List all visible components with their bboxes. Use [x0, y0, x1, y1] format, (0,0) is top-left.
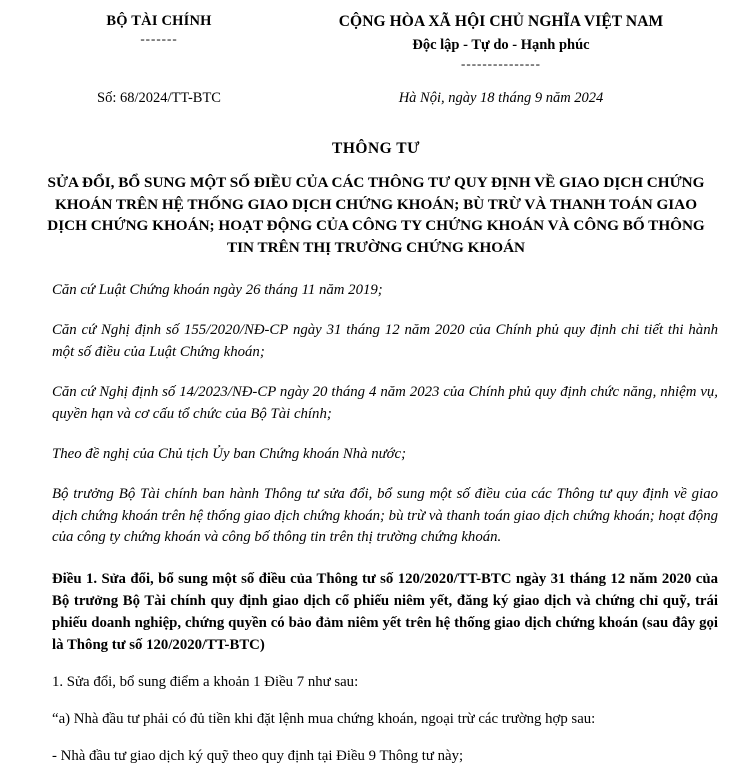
promulgation-statement: Bộ trưởng Bộ Tài chính ban hành Thông tư sửa đổi, bổ sung một số điều của các Thông tư quy định về giao dịch chứng khoán trên hệ thống giao dịch chứng khoán; bù trừ và thanh toán giao dịch chứng khoán; hoạt động của công ty chứng khoán và công bố thông tin trên thị trường chứng khoán.: [52, 485, 718, 546]
article-1-clause-1: 1. Sửa đổi, bổ sung điểm a khoản 1 Điều 7 như sau:: [52, 673, 359, 690]
legal-basis-3: Căn cứ Nghị định số 14/2023/NĐ-CP ngày 20 tháng 4 năm 2023 của Chính phủ quy định chức năng, nhiệm vụ, quyền hạn và cơ cấu tổ chức của Bộ Tài chính;: [52, 383, 718, 422]
document-body: [0, 280, 752, 767]
article-1-clause-1-point-a: “a) Nhà đầu tư phải có đủ tiền khi đặt lệnh mua chứng khoán, ngoại trừ các trường hợp sau:: [52, 710, 596, 727]
masthead: [0, 0, 752, 72]
legal-basis-4: Theo đề nghị của Chủ tịch Ủy ban Chứng khoán Nhà nước;: [52, 445, 407, 462]
document-number: Số: 68/2024/TT-BTC: [97, 90, 221, 106]
article-1-heading: Điều 1. Sửa đổi, bổ sung một số điều của Thông tư số 120/2020/TT-BTC ngày 31 tháng 12 năm 2020 của Bộ trưởng Bộ Tài chính quy định giao dịch cổ phiếu niêm yết, đăng ký giao dịch và chứng chỉ quỹ, trái phiếu doanh nghiệp, chứng quyền có bảo đảm niêm yết trên hệ thống giao dịch chứng khoán (sau đây gọi là Thông tư số 120/2020/TT-BTC): [52, 571, 718, 653]
article-1-clause-1-point-a-dash-1: - Nhà đầu tư giao dịch ký quỹ theo quy định tại Điều 9 Thông tư này;: [52, 747, 464, 764]
document-title: SỬA ĐỔI, BỔ SUNG MỘT SỐ ĐIỀU CỦA CÁC THÔNG TƯ QUY ĐỊNH VỀ GIAO DỊCH CHỨNG KHOÁN TRÊN HỆ THỐNG GIAO DỊCH CHỨNG KHOÁN; BÙ TRỪ VÀ THANH TOÁN GIAO DỊCH CHỨNG KHOÁN; HOẠT ĐỘNG CỦA CÔNG TY CHỨNG KHOÁN VÀ CÔNG BỐ THÔNG TIN TRÊN THỊ TRƯỜNG CHỨNG KHOÁN: [47, 174, 705, 256]
masthead-national-heading: [284, 10, 718, 72]
national-heading-rule: ---------------: [461, 56, 541, 71]
masthead-issuing-agency: [34, 10, 284, 47]
issuing-agency-name: BỘ TÀI CHÍNH: [106, 13, 212, 29]
issuing-agency-rule: -------: [140, 31, 178, 46]
country-name: CỘNG HÒA XÃ HỘI CHỦ NGHĨA VIỆT NAM: [338, 13, 664, 30]
document-number-and-date: [0, 72, 752, 107]
document-type: THÔNG TƯ: [332, 140, 420, 157]
legal-basis-1: Căn cứ Luật Chứng khoán ngày 26 tháng 11 năm 2019;: [52, 282, 383, 299]
national-motto: Độc lập - Tự do - Hạnh phúc: [412, 37, 590, 53]
place-and-date: Hà Nội, ngày 18 tháng 9 năm 2024: [398, 90, 604, 106]
legal-basis-2: Căn cứ Nghị định số 155/2020/NĐ-CP ngày 31 tháng 12 năm 2020 của Chính phủ quy định chi tiết thi hành một số điều của Luật Chứng khoán;: [52, 322, 718, 361]
